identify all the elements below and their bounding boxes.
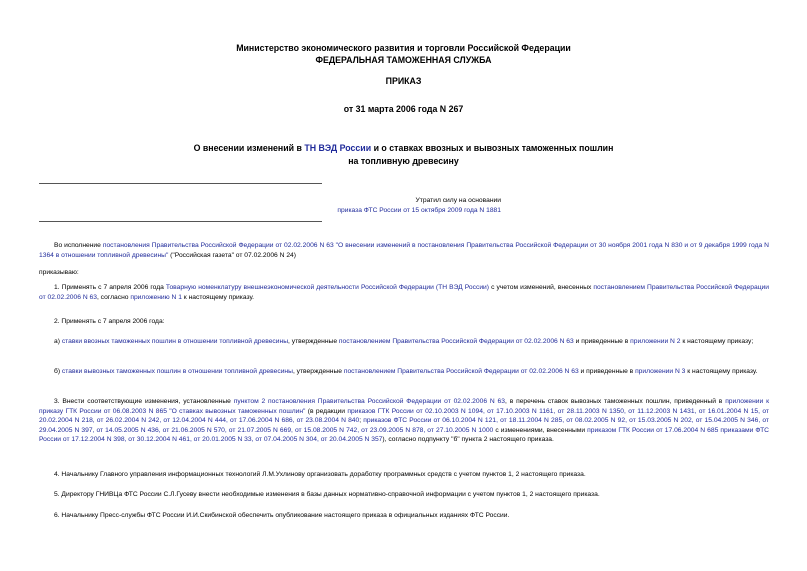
ministry-name: Министерство экономического развития и торговли Российской Федерации (236, 43, 571, 53)
item2b-link-resolution[interactable]: постановлением Правительства Российской Федерации от 02.02.2006 N 63 (343, 368, 579, 375)
item-1: 1. Применять с 7 апреля 2006 года Товарную номенклатуру внешнеэкономической деятельности Российской Федерации (ТН ВЭД России) с учетом изменений, внесенных постановлением Правительства Российской Федерации от 02.02.2006 N 63, согласно приложению N 1 к настоящему приказу. (39, 284, 770, 301)
title-link-tnved[interactable]: ТН ВЭД России (304, 143, 372, 153)
item1-link-tnved[interactable]: Товарную номенклатуру внешнеэкономической деятельности Российской Федерации (ТН ВЭД России) (165, 284, 490, 291)
item1-link-appendix[interactable]: приложению N 1 (130, 293, 182, 301)
status-link[interactable]: приказа ФТС России от 15 октября 2009 года N 1881 (337, 207, 501, 214)
item1-link-resolution[interactable]: постановлением Правительства Российской Федерации от 02.02.2006 N 63 (39, 284, 770, 301)
service-name: ФЕДЕРАЛЬНАЯ ТАМОЖЕННАЯ СЛУЖБА (315, 55, 492, 65)
item2b-link-appendix[interactable]: приложении N 3 (635, 368, 686, 375)
item-3: 3. Внести соответствующие изменения, установленные пунктом 2 постановления Правительства Российской Федерации от 02.02.2006 N 63, в перечень ставок вывозных таможенных пошлин, приведенный в приложении к приказу ГТК России от 06.08.2003 N 865 "О ставках вывозных таможенных пошлин" (в редакции приказов ГТК России от 02.10.2003 N 1094, от 17.10.2003 N 1161, от 28.11.2003 N 1350, от 11.12.2003 N 1431, от 16.01.2004 N 15, от 20.02.2004 N 218, от 26.02.2004 N 242, от 12.04.2004 N 444, от 17.06.2004 N 686, от 23.08.2004 N 840; приказов ФТС России от 06.10.2004 N 121, от 18.11.2004 N 285, от 08.02.2005 N 92, от 15.03.2005 N 202, от 15.04.2005 N 346, от 29.04.2005 N 397, от 14.05.2005 N 436, от 21.06.2005 N 570, от 21.07.2005 N 669, от 15.08.2005 N 742, от 23.09.2005 N 878, от 27.10.2005 N 1000 с изменениями, внесенными приказом ГТК России от 17.06.2004 N 685 приказами ФТС России от 17.12.2004 N 398, от 30.12.2004 N 461, от 20.01.2005 N 33, от 07.04.2005 N 304, от 20.04.2005 N 357), согласно подпункту "б" пункта 2 настоящего приказа. (39, 398, 769, 443)
intro-link-resolution[interactable]: постановления Правительства Российской Федерации от 02.02.2006 N 63 "О внесении изменений в постановления Правительства Российской Федерации от 30 ноября 2001 года N 830 и от 9 декабря 1999 года N 1364 в отношении топливной древесины" (39, 242, 769, 259)
item-4: 4. Начальнику Главного управления информационных технологий Л.М.Ухлинову организовать доработку программных средств с учетом пунктов 1, 2 настоящего приказа. (54, 471, 586, 478)
item-2: 2. Применять с 7 апреля 2006 года: (54, 318, 165, 325)
item2a-link-rates[interactable]: ставки ввозных таможенных пошлин в отношении топливной древесины (61, 338, 289, 345)
divider-bottom (39, 221, 322, 222)
order-word: приказываю: (39, 269, 79, 276)
item3-link-fts-orders-amend[interactable]: приказами ФТС России от 17.12.2004 N 398, от 30.12.2004 N 461, от 20.01.2005 N 33, от 07.04.2005 N 304, от 20.04.2005 N 357 (39, 426, 769, 443)
item-5: 5. Директору ГНИВЦа ФТС России С.Л.Гусеву внести необходимые изменения в базы данных нормативно-справочной информации с учетом пунктов 1, 2 настоящего приказа. (54, 491, 600, 498)
title-prefix: О внесении изменений в (193, 143, 305, 153)
intro-paragraph: Во исполнение постановления Правительства Российской Федерации от 02.02.2006 N 63 "О внесении изменений в постановления Правительства Российской Федерации от 30 ноября 2001 года N 830 и от 9 декабря 1999 года N 1364 в отношении топливной древесины" ("Российская газета" от 07.02.2006 N 24) (39, 242, 769, 259)
item-2a: а) ставки ввозных таможенных пошлин в отношении топливной древесины, утвержденные постановлением Правительства Российской Федерации от 02.02.2006 N 63 и приведенные в приложении N 2 к настоящему приказу; (54, 338, 754, 345)
item3-link-gtk-orders-list[interactable]: приказов ГТК России от 02.10.2003 N 1094, от 17.10.2003 N 1161, от 28.11.2003 N 1350, от 11.12.2003 N 1431, от 16.01.2004 N 15, от 20.02.2004 N 218, от 26.02.2004 N 242, от 12.04.2004 N 444, от 17.06.2004 N 686, от 23.08.2004 N 840 (39, 407, 769, 424)
document-date-number: от 31 марта 2006 года N 267 (343, 104, 464, 114)
divider-top (39, 183, 322, 184)
item2a-link-appendix[interactable]: приложении N 2 (630, 338, 681, 345)
item3-link-resolution-clause[interactable]: пунктом 2 постановления Правительства Российской Федерации от 02.02.2006 N 63 (233, 398, 505, 405)
item2b-link-rates[interactable]: ставки вывозных таможенных пошлин в отношении топливной древесины (61, 368, 293, 375)
item3-link-fts-orders-list[interactable]: приказов ФТС России от 06.10.2004 N 121, от 18.11.2004 N 285, от 08.02.2005 N 92, от 15.03.2005 N 202, от 15.04.2005 N 346, от 29.04.2005 N 397, от 14.05.2005 N 436, от 21.06.2005 N 570, от 21.07.2005 N 669, от 15.08.2005 N 742, от 23.09.2005 N 878, от 27.10.2005 N 1000 (39, 417, 769, 434)
status-text: Утратил силу на основании (415, 197, 501, 204)
item-6: 6. Начальнику Пресс-службы ФТС России И.И.Скибинской обеспечить опубликование настоящего приказа в официальных изданиях ФТС России. (54, 512, 510, 519)
item3-link-gtk-order-685[interactable]: приказом ГТК России от 17.06.2004 N 685 (587, 426, 719, 434)
document-title-line2: на топливную древесину (348, 156, 459, 166)
title-suffix: и о ставках ввозных и вывозных таможенных пошлин (371, 143, 614, 153)
item-2b: б) ставки вывозных таможенных пошлин в отношении топливной древесины, утвержденные постановлением Правительства Российской Федерации от 02.02.2006 N 63 и приведенные в приложении N 3 к настоящему приказу. (54, 368, 758, 375)
item2a-link-resolution[interactable]: постановлением Правительства Российской Федерации от 02.02.2006 N 63 (338, 338, 574, 345)
document-type: ПРИКАЗ (385, 76, 422, 86)
document-title (0, 143, 807, 153)
item3-link-gtk-order[interactable]: приложении к приказу ГТК России от 06.08.2003 N 865 "О ставках вывозных таможенных пошлин" (39, 398, 769, 415)
